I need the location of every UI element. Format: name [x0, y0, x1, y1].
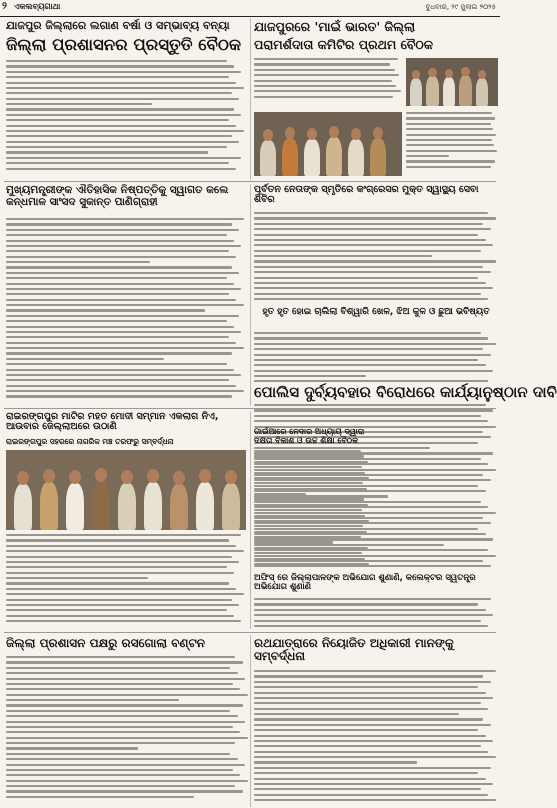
text-line: [254, 504, 368, 506]
text-line: [6, 229, 239, 231]
story-10-body: [6, 656, 250, 806]
text-line: [254, 343, 496, 345]
text-line: [6, 678, 245, 680]
text-line: [6, 119, 229, 121]
text-line: [254, 563, 369, 565]
text-line: [254, 681, 491, 683]
text-line: [6, 683, 233, 685]
story-8-headline: ଗାଇଁଆରେ ନେଦାର ଅଧ୍ୟାୟ ଦ୍ୱାରା ଦକ୍ଷତା ବିକାଶ ଓ ଉଚ୍ଚ ଶିକ୍ଷା ବୈଠକ: [254, 427, 365, 445]
column-rule: [250, 635, 251, 807]
text-line: [6, 218, 244, 220]
text-line: [6, 385, 236, 387]
text-line: [254, 266, 483, 268]
story-1-kicker: ଯାଜପୁର ଜିଲ୍ଲାରେ ଲଗାଣ ବର୍ଷା ଓ ସମ୍ଭାବ୍ୟ ବନ୍ୟା: [6, 19, 230, 32]
text-line: [6, 250, 229, 252]
text-line: [6, 309, 205, 311]
text-line: [6, 234, 227, 236]
text-line: [254, 85, 396, 87]
text-line: [6, 615, 234, 617]
text-line: [254, 370, 493, 372]
story-7-headline: ପୋଲିସ ଦୁର୍ବ୍ୟବହାର ବିରୋଧରେ କାର୍ଯ୍ୟାନୁଷ୍ଠାନ ଦାବି: [254, 383, 557, 401]
text-line: [6, 87, 244, 89]
text-line: [254, 58, 398, 60]
text-line: [6, 151, 208, 153]
text-line: [254, 234, 478, 236]
text-line: [254, 609, 486, 611]
text-line: [6, 92, 232, 94]
text-line: [6, 582, 229, 584]
text-line: [6, 374, 241, 376]
text-line: [254, 735, 486, 737]
story-2-headline: ପରାମର୍ଶଦାତା କମିଟିର ପ୍ରଥମ ବୈଠକ: [254, 37, 433, 52]
text-line: [254, 740, 493, 742]
text-line: [406, 117, 495, 119]
text-line: [254, 409, 493, 411]
text-line: [6, 561, 239, 563]
text-line: [6, 656, 235, 658]
text-line: [6, 358, 164, 360]
text-line: [6, 261, 150, 263]
story-11-body: [254, 670, 498, 806]
text-line: [254, 552, 362, 554]
text-line: [6, 379, 229, 381]
story-3-headline: ମୁଖ୍ୟମନ୍ତ୍ରୀଙ୍କ ଐତିହାସିକ ନିଷ୍ପତ୍ତିକୁ ସ୍ୱାଗତ କଲେ କନ୍ଧମାଳ ସାଂସଦ ସୁକାନ୍ତ ପାଣିଗ୍ରାହୀ: [6, 184, 229, 208]
story-6-subhead: ରାଇରଙ୍ଗପୁର ସହରରେ ନାଗରିକ ମଞ୍ଚ ତରଫରୁ ସମ୍ବର୍ଦ୍ଧନା: [6, 437, 174, 446]
text-line: [406, 139, 492, 141]
text-line: [254, 620, 481, 622]
text-line: [6, 769, 233, 771]
text-line: [6, 315, 239, 317]
story-8-body: [254, 450, 370, 570]
text-line: [6, 342, 236, 344]
text-line: [6, 604, 239, 606]
text-line: [6, 98, 239, 100]
text-line: [254, 482, 363, 484]
story-11-headline: ରଥଯାତ୍ରାରେ ନିୟୋଜିତ ଅଧିକାରୀ ମାନଙ୍କୁ ସମ୍ବର୍ଦ୍ଧନା: [254, 636, 454, 664]
text-line: [254, 702, 481, 704]
text-line: [6, 331, 241, 333]
text-line: [6, 390, 244, 392]
story-2-photo: [406, 58, 498, 106]
text-line: [254, 794, 488, 796]
text-line: [254, 354, 491, 356]
text-line: [254, 455, 364, 457]
text-line: [254, 90, 401, 92]
text-line: [254, 337, 488, 339]
text-line: [254, 364, 486, 366]
text-line: [6, 667, 230, 669]
text-line: [254, 697, 493, 699]
story-2-intro: [254, 58, 402, 106]
text-line: [6, 672, 238, 674]
text-line: [254, 756, 496, 758]
text-line: [6, 764, 245, 766]
story-5-headline: ହୃତ ହୃତ ହୋଇ ଚାଲିଲା ବିଶ୍ୱାରି ଖେଳ, ଝିଅ କୁଳ ଓ ଛୁଆ ଭବିଷ୍ୟତ: [262, 307, 490, 317]
text-line: [6, 753, 230, 755]
text-line: [254, 614, 493, 616]
text-line: [6, 694, 248, 696]
text-line: [254, 708, 488, 710]
text-line: [6, 790, 243, 792]
story-1-body: [6, 60, 246, 178]
text-line: [6, 588, 236, 590]
text-line: [254, 724, 491, 726]
text-line: [406, 160, 495, 162]
text-line: [6, 277, 227, 279]
text-line: [254, 63, 390, 65]
text-line: [254, 420, 488, 422]
text-line: [254, 348, 483, 350]
text-line: [6, 283, 234, 285]
text-line: [254, 531, 367, 533]
text-line: [6, 395, 232, 397]
text-line: [6, 572, 234, 574]
text-line: [6, 369, 234, 371]
text-line: [254, 332, 481, 334]
text-line: [254, 287, 493, 289]
text-line: [254, 670, 496, 672]
text-line: [254, 767, 491, 769]
text-line: [254, 692, 486, 694]
paper-name: ଏକଲବ୍ୟଗାଥା: [14, 2, 61, 11]
text-line: [254, 74, 399, 76]
text-line: [6, 661, 243, 663]
text-line: [254, 250, 481, 252]
text-line: [6, 774, 240, 776]
text-line: [6, 726, 233, 728]
text-line: [6, 352, 232, 354]
text-line: [406, 155, 449, 157]
text-line: [6, 556, 232, 558]
text-line: [6, 65, 234, 67]
text-line: [254, 298, 488, 300]
text-line: [254, 472, 365, 474]
text-line: [254, 271, 491, 273]
text-line: [254, 745, 481, 747]
text-line: [6, 363, 227, 365]
text-line: [6, 747, 138, 749]
text-line: [6, 545, 236, 547]
text-line: [254, 239, 486, 241]
text-line: [254, 547, 368, 549]
text-line: [6, 103, 152, 105]
text-line: [254, 729, 478, 731]
text-line: [254, 718, 483, 720]
story-10-headline: ଜିଲ୍ଲା ପ୍ରଶାସନ ପକ୍ଷରୁ ରସଗୋଲା ବଣ୍ଟନ: [6, 636, 206, 650]
text-line: [254, 598, 491, 600]
text-line: [6, 60, 227, 62]
text-line: [254, 603, 478, 605]
text-line: [254, 751, 488, 753]
text-line: [6, 715, 238, 717]
text-line: [6, 704, 243, 706]
column-rule: [250, 411, 251, 629]
text-line: [254, 788, 481, 790]
text-line: [254, 488, 367, 490]
text-line: [254, 450, 361, 452]
story-1-headline: ଜିଲ୍ଲା ପ୍ରଶାସନର ପ୍ରସ୍ତୁତି ବୈଠକ: [6, 35, 242, 54]
story-2-body: [406, 112, 498, 176]
text-line: [406, 166, 491, 168]
text-line: [254, 772, 478, 774]
text-line: [6, 168, 236, 170]
text-line: [254, 223, 483, 225]
column-rule: [250, 184, 251, 406]
text-line: [254, 625, 488, 627]
text-line: [6, 272, 239, 274]
text-line: [254, 675, 483, 677]
text-line: [406, 150, 497, 152]
text-line: [406, 128, 493, 130]
column-rule: [250, 18, 251, 180]
text-line: [254, 293, 481, 295]
text-line: [6, 240, 234, 242]
text-line: [254, 244, 493, 246]
text-line: [6, 299, 236, 301]
text-line: [254, 404, 486, 406]
text-line: [6, 780, 248, 782]
text-line: [6, 256, 236, 258]
story-4-headline: ପୂର୍ବତନ ନେତାଙ୍କ ସ୍ମୃତିରେ କଂଗ୍ରେସର ମୁକ୍ତ ସ୍ୱାସ୍ଥ୍ୟ ସେବା ଶିବିର: [254, 184, 479, 206]
text-line: [254, 69, 395, 71]
text-line: [254, 536, 361, 538]
text-line: [6, 146, 227, 148]
text-line: [6, 320, 227, 322]
text-line: [254, 477, 369, 479]
section-rule: [4, 181, 496, 182]
text-line: [6, 721, 245, 723]
page-number: ୨: [2, 1, 7, 12]
text-line: [254, 525, 363, 527]
text-line: [6, 162, 229, 164]
text-line: [6, 304, 244, 306]
text-line: [6, 135, 232, 137]
text-line: [6, 737, 248, 739]
text-line: [6, 593, 244, 595]
text-line: [254, 359, 478, 361]
text-line: [6, 577, 148, 579]
text-line: [6, 114, 241, 116]
text-line: [254, 217, 496, 219]
story-2-kicker: ଯାଜପୁରରେ 'ମାଇଁ ଭାରତ' ଜିଲ୍ଲା: [254, 19, 416, 34]
text-line: [254, 799, 496, 801]
story-9-body: [254, 598, 498, 632]
masthead: [0, 0, 500, 17]
story-6-photo: [6, 450, 246, 530]
text-line: [6, 347, 244, 349]
text-line: [6, 599, 232, 601]
story-6-body: [6, 534, 246, 628]
text-line: [254, 498, 364, 500]
text-line: [254, 541, 333, 543]
text-line: [254, 493, 306, 495]
text-line: [6, 293, 229, 295]
text-line: [6, 534, 241, 536]
text-line: [254, 761, 417, 763]
text-line: [6, 539, 229, 541]
text-line: [254, 466, 362, 468]
text-line: [6, 742, 235, 744]
text-line: [254, 415, 481, 417]
text-line: [254, 778, 486, 780]
story-4-body: [254, 212, 498, 304]
text-line: [254, 96, 393, 98]
text-line: [6, 758, 238, 760]
story-9-headline: ଅଫିସ୍ ରେ ଜିଲ୍ଲାପାଳଙ୍କ ଅଭିଯୋଗ ଶୁଣାଣି, କଲେକ୍ଟର ସ୍ୱତନ୍ତ୍ର ଅଭିଯୋଗ ଶୁଣାଣି: [254, 573, 476, 593]
text-line: [254, 228, 491, 230]
text-line: [6, 731, 240, 733]
text-line: [6, 130, 244, 132]
text-line: [6, 336, 229, 338]
text-line: [254, 282, 486, 284]
text-line: [6, 82, 236, 84]
text-line: [6, 326, 234, 328]
text-line: [254, 783, 493, 785]
text-line: [6, 266, 232, 268]
text-line: [6, 71, 241, 73]
text-line: [6, 609, 227, 611]
text-line: [254, 515, 365, 517]
issue-date: ବୁଧବାର, ୨୯ ଜୁଲାଇ ୨୦୨୫: [425, 3, 496, 11]
text-line: [6, 245, 241, 247]
text-line: [6, 76, 229, 78]
text-line: [254, 212, 488, 214]
text-line: [254, 713, 459, 715]
text-line: [406, 144, 494, 146]
text-line: [254, 509, 362, 511]
text-line: [254, 520, 369, 522]
text-line: [254, 80, 392, 82]
story-2-photo-2: [254, 112, 402, 176]
text-line: [6, 125, 236, 127]
text-line: [6, 620, 241, 622]
text-line: [254, 558, 365, 560]
section-rule: [4, 632, 496, 633]
text-line: [406, 123, 491, 125]
text-line: [254, 277, 478, 279]
text-line: [254, 255, 432, 257]
text-line: [254, 260, 496, 262]
text-line: [254, 686, 478, 688]
text-line: [6, 108, 234, 110]
text-line: [6, 566, 227, 568]
text-line: [6, 688, 240, 690]
text-line: [6, 796, 194, 798]
text-line: [406, 134, 496, 136]
text-line: [6, 141, 239, 143]
text-line: [254, 375, 366, 377]
text-line: [406, 112, 492, 114]
text-line: [6, 157, 241, 159]
story-3-body: [6, 218, 246, 404]
text-line: [6, 288, 241, 290]
text-line: [6, 710, 230, 712]
text-line: [6, 550, 244, 552]
text-line: [6, 785, 235, 787]
story-6-headline: ରାଇରଙ୍ଗପୁର ମାଟିର ମହତ ମୋଦୀ ସମ୍ମାନ ଏକଲାଗ ନିଏ, ଆଉବାର ଜେଲ୍ଲାଅରେ ଉଠାଣି: [6, 411, 219, 433]
text-line: [6, 699, 179, 701]
text-line: [254, 461, 368, 463]
text-line: [6, 223, 232, 225]
